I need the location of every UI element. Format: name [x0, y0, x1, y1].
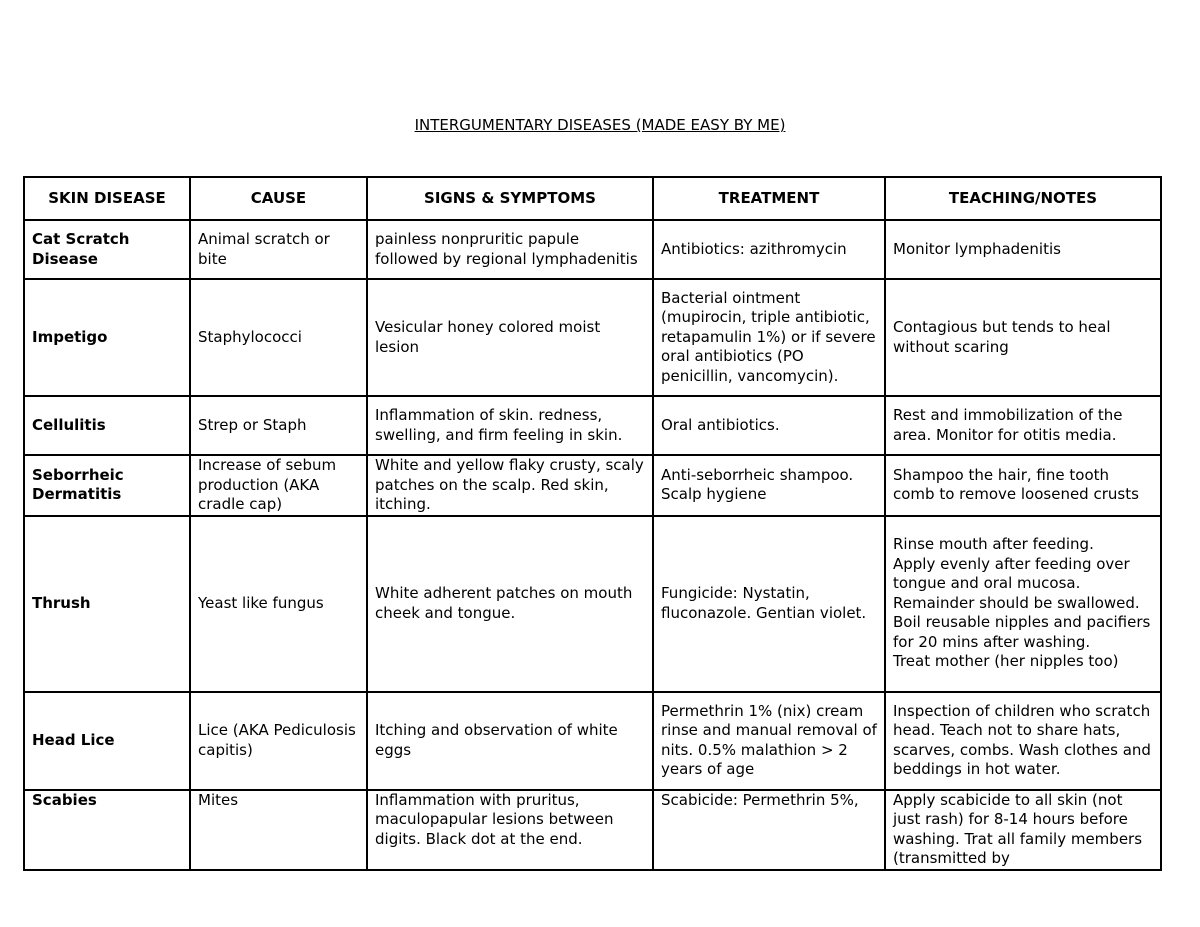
cell-disease: Cat Scratch Disease: [24, 220, 190, 279]
cell-disease: Impetigo: [24, 279, 190, 396]
table-row: [24, 692, 1161, 790]
table-row: [24, 279, 1161, 396]
cell-signs: Inflammation with pruritus, maculopapular lesions between digits. Black dot at the end.: [367, 790, 653, 870]
cell-disease: Cellulitis: [24, 396, 190, 455]
cell-signs: Itching and observation of white eggs: [367, 692, 653, 790]
cell-cause: Animal scratch or bite: [190, 220, 367, 279]
cell-notes: Rest and immobilization of the area. Monitor for otitis media.: [885, 396, 1161, 455]
cell-notes: Apply scabicide to all skin (not just rash) for 8-14 hours before washing. Trat all family members (transmitted by: [885, 790, 1161, 870]
table-row: [24, 516, 1161, 692]
table-row: [24, 790, 1161, 870]
cell-cause: Staphylococci: [190, 279, 367, 396]
cell-treatment: Scabicide: Permethrin 5%,: [653, 790, 885, 870]
header-signs-symptoms: SIGNS & SYMPTOMS: [367, 177, 653, 220]
header-cause: CAUSE: [190, 177, 367, 220]
header-treatment: TREATMENT: [653, 177, 885, 220]
cell-signs: White adherent patches on mouth cheek and tongue.: [367, 516, 653, 692]
cell-notes: Shampoo the hair, fine tooth comb to remove loosened crusts: [885, 455, 1161, 516]
cell-disease: Seborrheic Dermatitis: [24, 455, 190, 516]
document-title: INTERGUMENTARY DISEASES (MADE EASY BY ME): [414, 116, 786, 134]
cell-disease: Thrush: [24, 516, 190, 692]
cell-treatment: Fungicide: Nystatin, fluconazole. Gentian violet.: [653, 516, 885, 692]
cell-signs: Inflammation of skin. redness, swelling, and firm feeling in skin.: [367, 396, 653, 455]
cell-notes: Monitor lymphadenitis: [885, 220, 1161, 279]
table-row: [24, 455, 1161, 516]
cell-notes: Rinse mouth after feeding. Apply evenly after feeding over tongue and oral mucosa. Remainder should be swallowed. Boil reusable nipples and pacifiers for 20 mins after washing. Treat mother (her nipples too): [885, 516, 1161, 692]
cell-cause: Increase of sebum production (AKA cradle cap): [190, 455, 367, 516]
cell-treatment: Bacterial ointment (mupirocin, triple antibiotic, retapamulin 1%) or if severe oral antibiotics (PO penicillin, vancomycin).: [653, 279, 885, 396]
cell-signs: painless nonpruritic papule followed by regional lymphadenitis: [367, 220, 653, 279]
cell-signs: White and yellow flaky crusty, scaly patches on the scalp. Red skin, itching.: [367, 455, 653, 516]
header-teaching-notes: TEACHING/NOTES: [885, 177, 1161, 220]
cell-treatment: Oral antibiotics.: [653, 396, 885, 455]
cell-treatment: Anti-seborrheic shampoo. Scalp hygiene: [653, 455, 885, 516]
cell-disease: Scabies: [24, 790, 190, 870]
disease-table: [23, 176, 1162, 871]
cell-disease: Head Lice: [24, 692, 190, 790]
cell-cause: Lice (AKA Pediculosis capitis): [190, 692, 367, 790]
header-row: [24, 177, 1161, 220]
cell-cause: Yeast like fungus: [190, 516, 367, 692]
header-skin-disease: SKIN DISEASE: [24, 177, 190, 220]
cell-signs: Vesicular honey colored moist lesion: [367, 279, 653, 396]
cell-notes: Contagious but tends to heal without scaring: [885, 279, 1161, 396]
cell-cause: Strep or Staph: [190, 396, 367, 455]
cell-treatment: Permethrin 1% (nix) cream rinse and manual removal of nits. 0.5% malathion > 2 years of age: [653, 692, 885, 790]
table-row: [24, 396, 1161, 455]
cell-notes: Inspection of children who scratch head. Teach not to share hats, scarves, combs. Wash clothes and beddings in hot water.: [885, 692, 1161, 790]
table-row: [24, 220, 1161, 279]
cell-treatment: Antibiotics: azithromycin: [653, 220, 885, 279]
cell-cause: Mites: [190, 790, 367, 870]
